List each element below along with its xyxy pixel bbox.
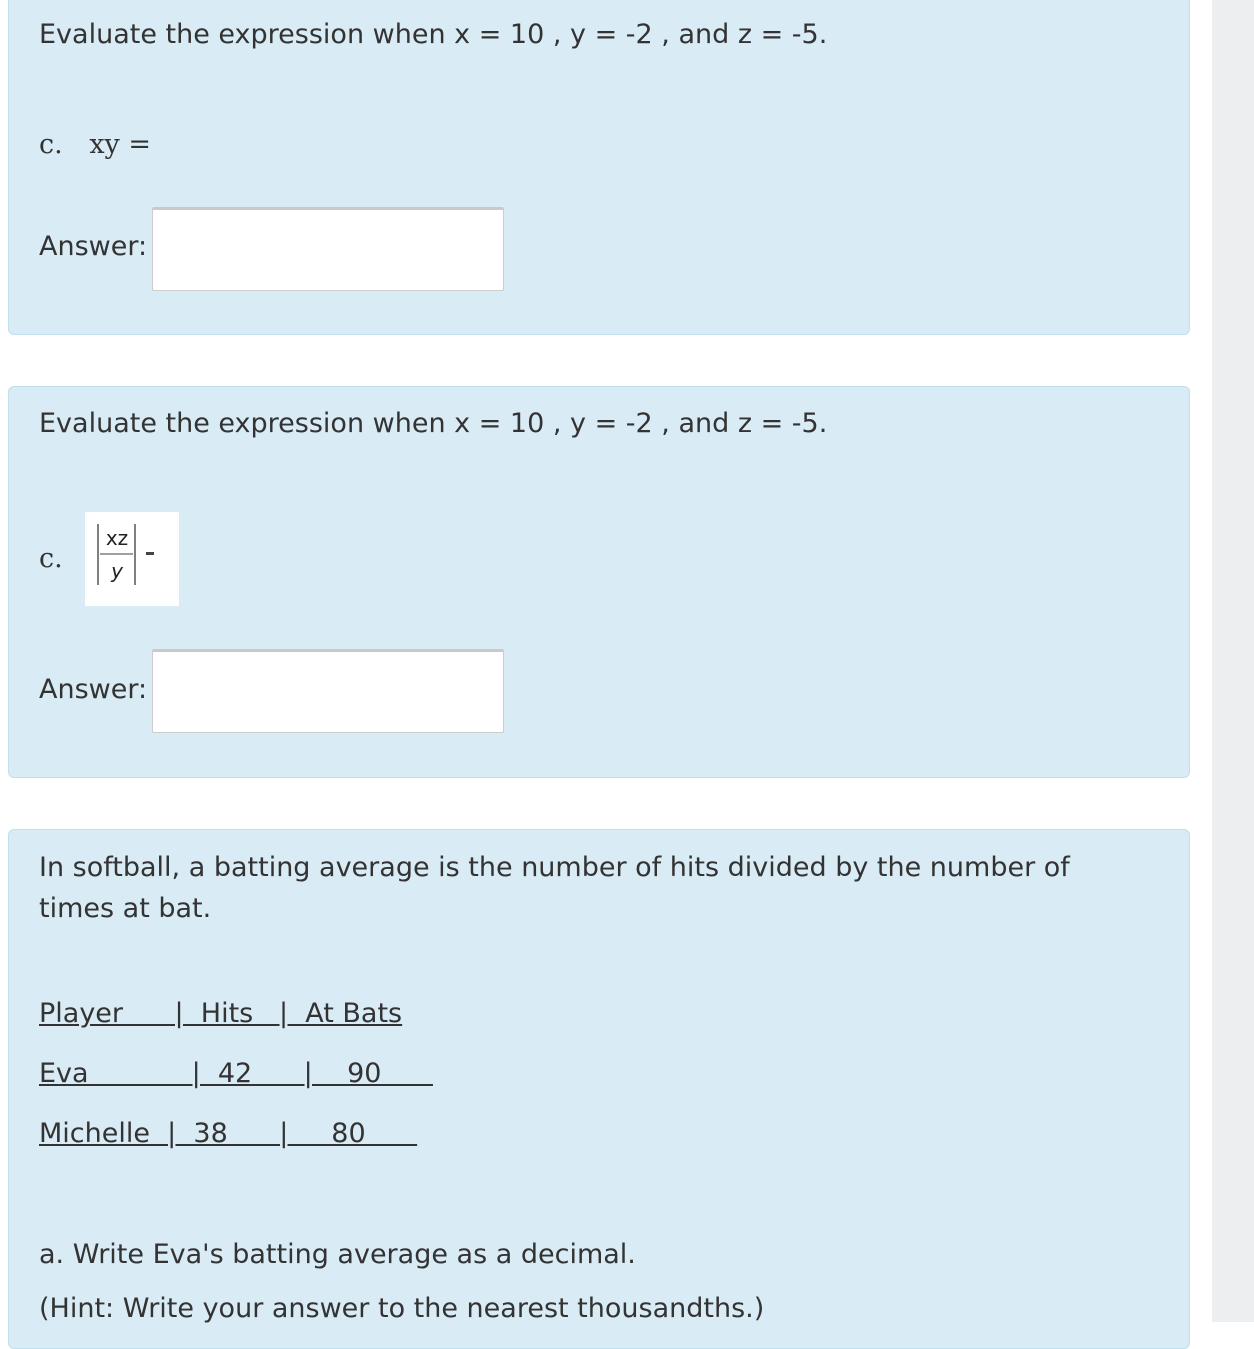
hint-text: (Hint: Write your answer to the nearest thousandths.) [39,1293,765,1324]
expression-text: xy = [89,129,151,160]
table-row: Player | Hits | At Bats [39,998,403,1029]
question-part [39,129,151,160]
abs-fraction-expression [85,512,179,606]
question-prompt: In softball, a batting average is the number of hits divided by the number of times at bat. [39,852,1070,924]
answer-label: Answer: [39,231,148,262]
answer-input[interactable] [152,207,504,291]
fraction-numerator: xz [105,526,129,550]
equals-mark [146,552,154,555]
question-prompt: Evaluate the expression when x = 10 , y = -2 , and z = -5. [39,19,828,50]
question-card-1 [8,0,1190,335]
table-row: Eva | 42 | 90 [39,1058,433,1089]
page-scrollbar[interactable] [1212,0,1254,1322]
question-part-a: a. Write Eva's batting average as a decimal. [39,1239,636,1270]
fraction-denominator: y [111,559,123,583]
part-label: c. [39,129,63,160]
part-label: c. [39,543,63,574]
table-row: Michelle | 38 | 80 [39,1118,418,1149]
question-card-2 [8,386,1190,778]
answer-label: Answer: [39,674,148,705]
answer-input[interactable] [152,649,504,733]
expression-image [85,512,179,606]
question-card-3 [8,829,1190,1349]
question-prompt: Evaluate the expression when x = 10 , y = -2 , and z = -5. [39,408,828,439]
